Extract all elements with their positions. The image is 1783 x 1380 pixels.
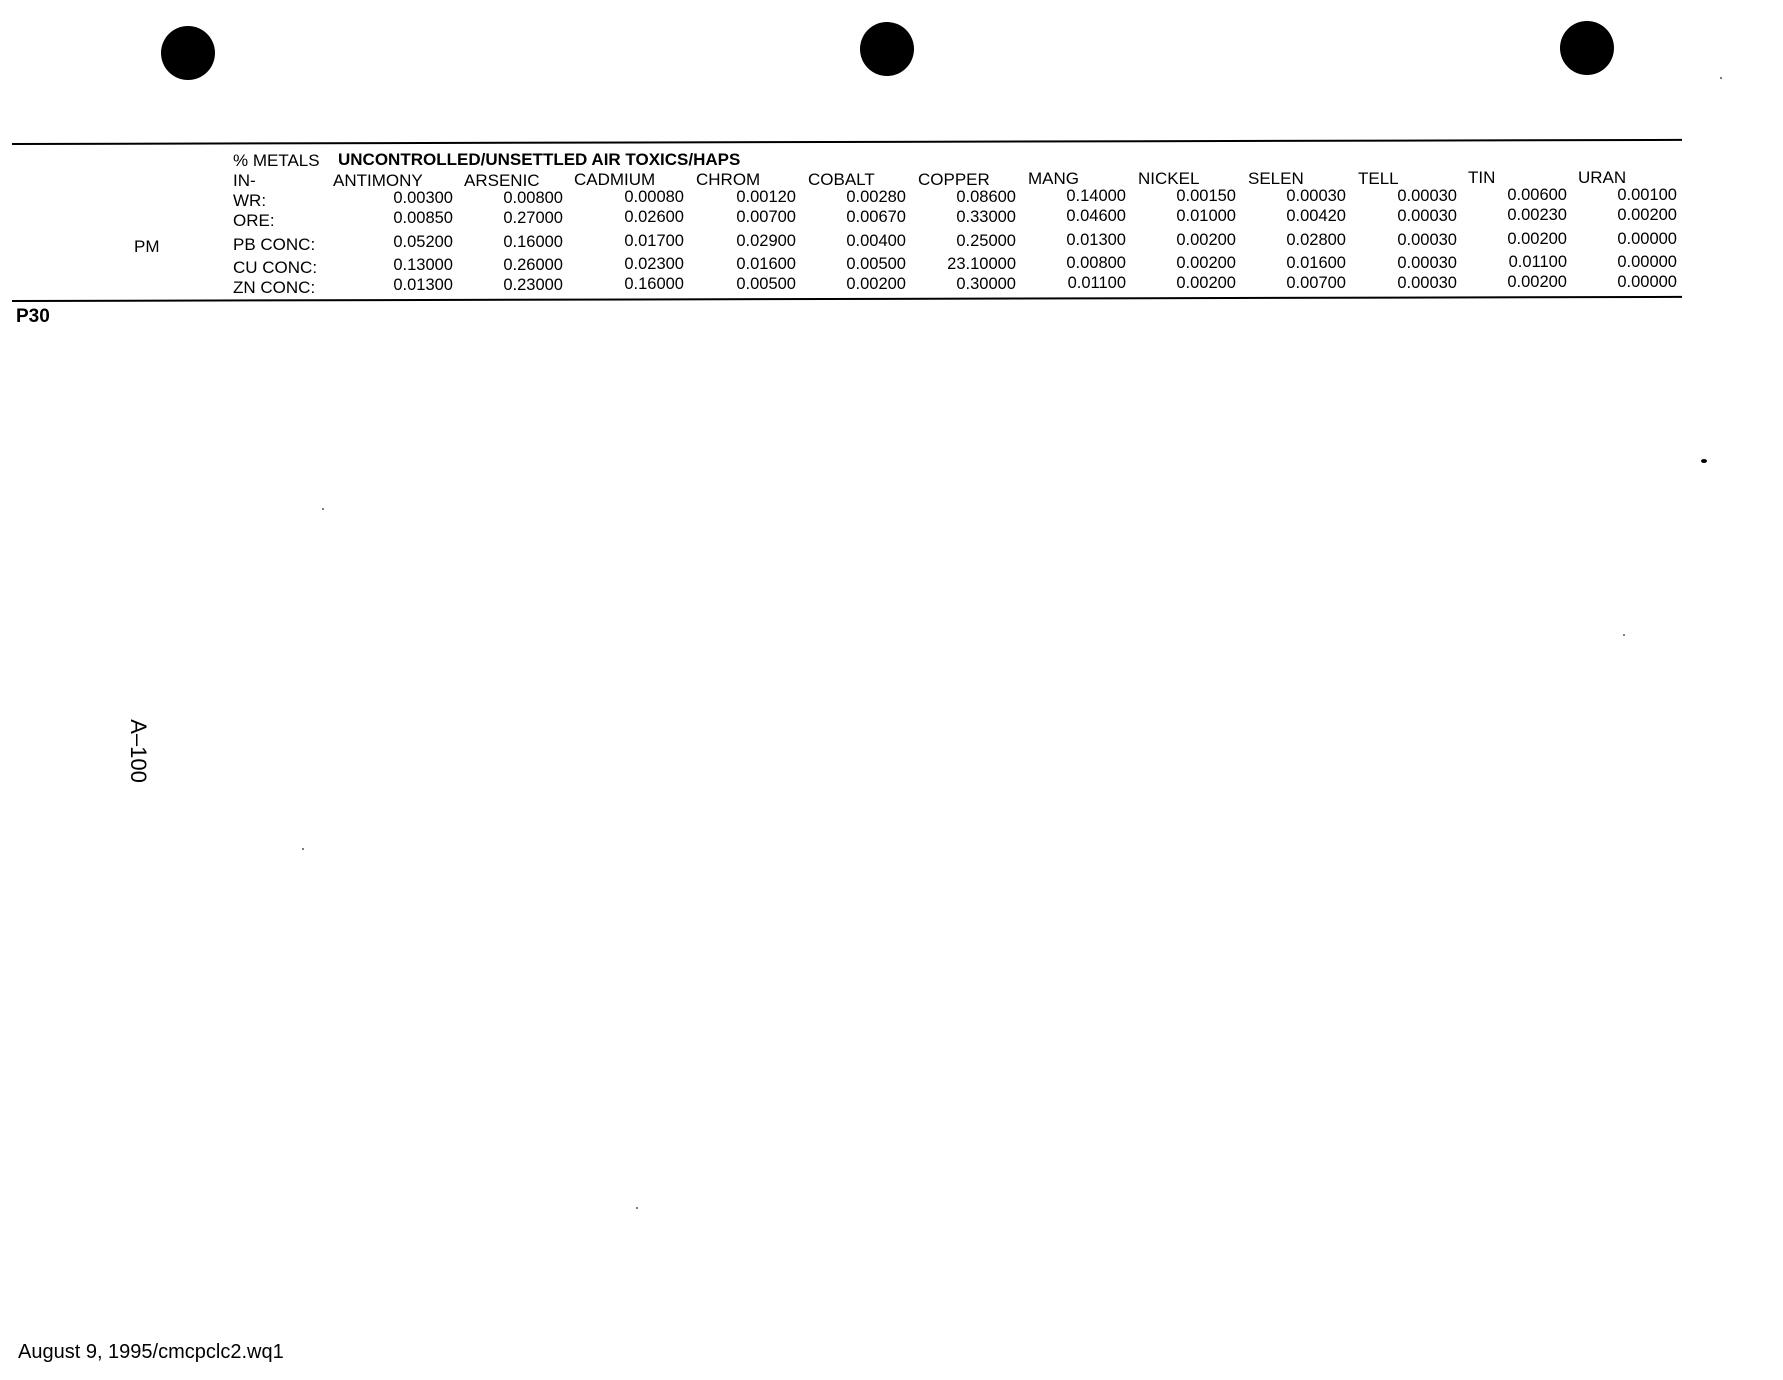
table-cell: 0.00030 xyxy=(1397,186,1457,205)
footer-date-filename: August 9, 1995/cmcpclc2.wq1 xyxy=(18,1341,284,1363)
table-cell: 0.00200 xyxy=(1176,254,1236,273)
metal-column-header: SELEN xyxy=(1248,168,1304,188)
table-cell: 0.01300 xyxy=(1066,231,1126,250)
table-cell: 0.00200 xyxy=(846,274,906,293)
page-number: A–100 xyxy=(126,719,151,783)
table-cell: 0.00200 xyxy=(1176,231,1236,250)
punch-hole xyxy=(860,22,914,76)
table-top-rule xyxy=(12,139,1682,145)
table-cell: 0.00200 xyxy=(1176,274,1236,293)
table-cell: 0.00030 xyxy=(1397,273,1457,292)
table-cell: 0.23000 xyxy=(503,275,563,294)
metal-column-header: NICKEL xyxy=(1138,169,1200,189)
row-label: ZN CONC: xyxy=(233,278,316,297)
section-code: P30 xyxy=(16,306,50,327)
process-label: PM xyxy=(134,237,160,256)
table-cell: 0.00700 xyxy=(1286,273,1346,292)
metal-column-header: COPPER xyxy=(918,169,990,189)
table-cell: 0.01300 xyxy=(393,276,453,294)
row-label: WR: xyxy=(233,191,267,210)
table-cell: 0.01000 xyxy=(1176,207,1236,226)
metal-column-header: ARSENIC xyxy=(464,170,540,190)
table-cell: 0.01100 xyxy=(1508,253,1567,272)
metal-column-header: TIN xyxy=(1468,168,1496,188)
table-cell: 0.16000 xyxy=(503,232,563,251)
row-label: ORE: xyxy=(233,211,275,230)
scan-speck xyxy=(1623,634,1625,636)
table-cell: 0.05200 xyxy=(393,233,453,251)
metal-column-header: COBALT xyxy=(808,169,875,189)
row-label: PB CONC: xyxy=(233,235,316,254)
table-cell: 0.00670 xyxy=(846,207,906,226)
punch-hole xyxy=(1560,21,1614,75)
table-cell: 0.02300 xyxy=(624,255,684,274)
table-cell: 0.00500 xyxy=(736,275,796,294)
table-cell: 0.01600 xyxy=(1286,253,1346,272)
table-cell: 0.00200 xyxy=(1507,230,1567,249)
table-cell: 0.33000 xyxy=(956,207,1016,226)
table-cell: 0.26000 xyxy=(503,255,563,274)
table-cell: 0.00230 xyxy=(1507,206,1567,225)
metal-column-header: CADMIUM xyxy=(574,170,656,190)
row-label: CU CONC: xyxy=(233,258,318,277)
table-cell: 0.16000 xyxy=(624,275,684,294)
table-cell: 0.00000 xyxy=(1617,253,1677,272)
table-cell: 0.04600 xyxy=(1066,207,1126,226)
table-cell: 0.00600 xyxy=(1507,186,1567,205)
table-cell: 0.00120 xyxy=(736,188,796,207)
table-cell: 0.00000 xyxy=(1617,230,1677,249)
table-cell: 0.00200 xyxy=(1617,206,1677,225)
table-cell: 0.00150 xyxy=(1176,187,1236,206)
table-cell: 0.00700 xyxy=(736,208,796,227)
table-cell: 0.02900 xyxy=(736,232,796,251)
table-cell: 0.14000 xyxy=(1066,187,1126,206)
input-label: IN- xyxy=(233,171,256,190)
table-cell: 0.00800 xyxy=(503,188,563,207)
table-title: UNCONTROLLED/UNSETTLED AIR TOXICS/HAPS xyxy=(338,150,741,169)
table-cell: 0.00000 xyxy=(1617,273,1677,292)
punch-hole xyxy=(161,26,215,80)
table-cell: 0.00800 xyxy=(1066,254,1126,273)
table-cell: 23.10000 xyxy=(947,254,1016,273)
table-cell: 0.00280 xyxy=(846,187,906,206)
scan-speck xyxy=(1720,77,1722,79)
metals-percent-label: % METALS xyxy=(233,151,320,170)
metal-column-header: TELL xyxy=(1358,168,1399,188)
table-cell: 0.02800 xyxy=(1286,230,1346,249)
table-cell: 0.01100 xyxy=(1067,274,1126,293)
table-cell: 0.01700 xyxy=(624,232,684,251)
table-cell: 0.01600 xyxy=(736,255,796,274)
table-cell: 0.08600 xyxy=(956,187,1016,206)
table-cell: 0.00030 xyxy=(1397,253,1457,272)
table-cell: 0.00400 xyxy=(846,231,906,250)
table-cell: 0.00030 xyxy=(1397,230,1457,249)
metal-column-header: CHROM xyxy=(696,170,761,190)
table-cell: 0.00850 xyxy=(393,209,453,227)
table-cell: 0.00500 xyxy=(846,254,906,273)
scan-speck xyxy=(322,508,324,510)
metal-column-header: URAN xyxy=(1578,168,1627,187)
table-cell: 0.25000 xyxy=(956,231,1016,250)
table-cell: 0.02600 xyxy=(624,208,684,227)
table-cell: 0.00420 xyxy=(1286,206,1346,225)
scan-speck xyxy=(302,848,304,850)
table-cell: 0.00300 xyxy=(393,189,453,207)
table-cell: 0.27000 xyxy=(503,208,563,227)
table-cell: 0.13000 xyxy=(393,256,453,274)
table-cell: 0.00030 xyxy=(1286,186,1346,205)
scan-speck xyxy=(636,1207,638,1209)
metal-column-header: ANTIMONY xyxy=(333,171,423,190)
table-cell: 0.00030 xyxy=(1397,206,1457,225)
scan-speck xyxy=(1701,459,1707,463)
metal-column-header: MANG xyxy=(1028,169,1079,189)
table-cell: 0.00080 xyxy=(624,188,684,207)
table-cell: 0.00200 xyxy=(1507,273,1567,292)
table-cell: 0.30000 xyxy=(956,274,1016,293)
table-cell: 0.00100 xyxy=(1617,186,1677,205)
